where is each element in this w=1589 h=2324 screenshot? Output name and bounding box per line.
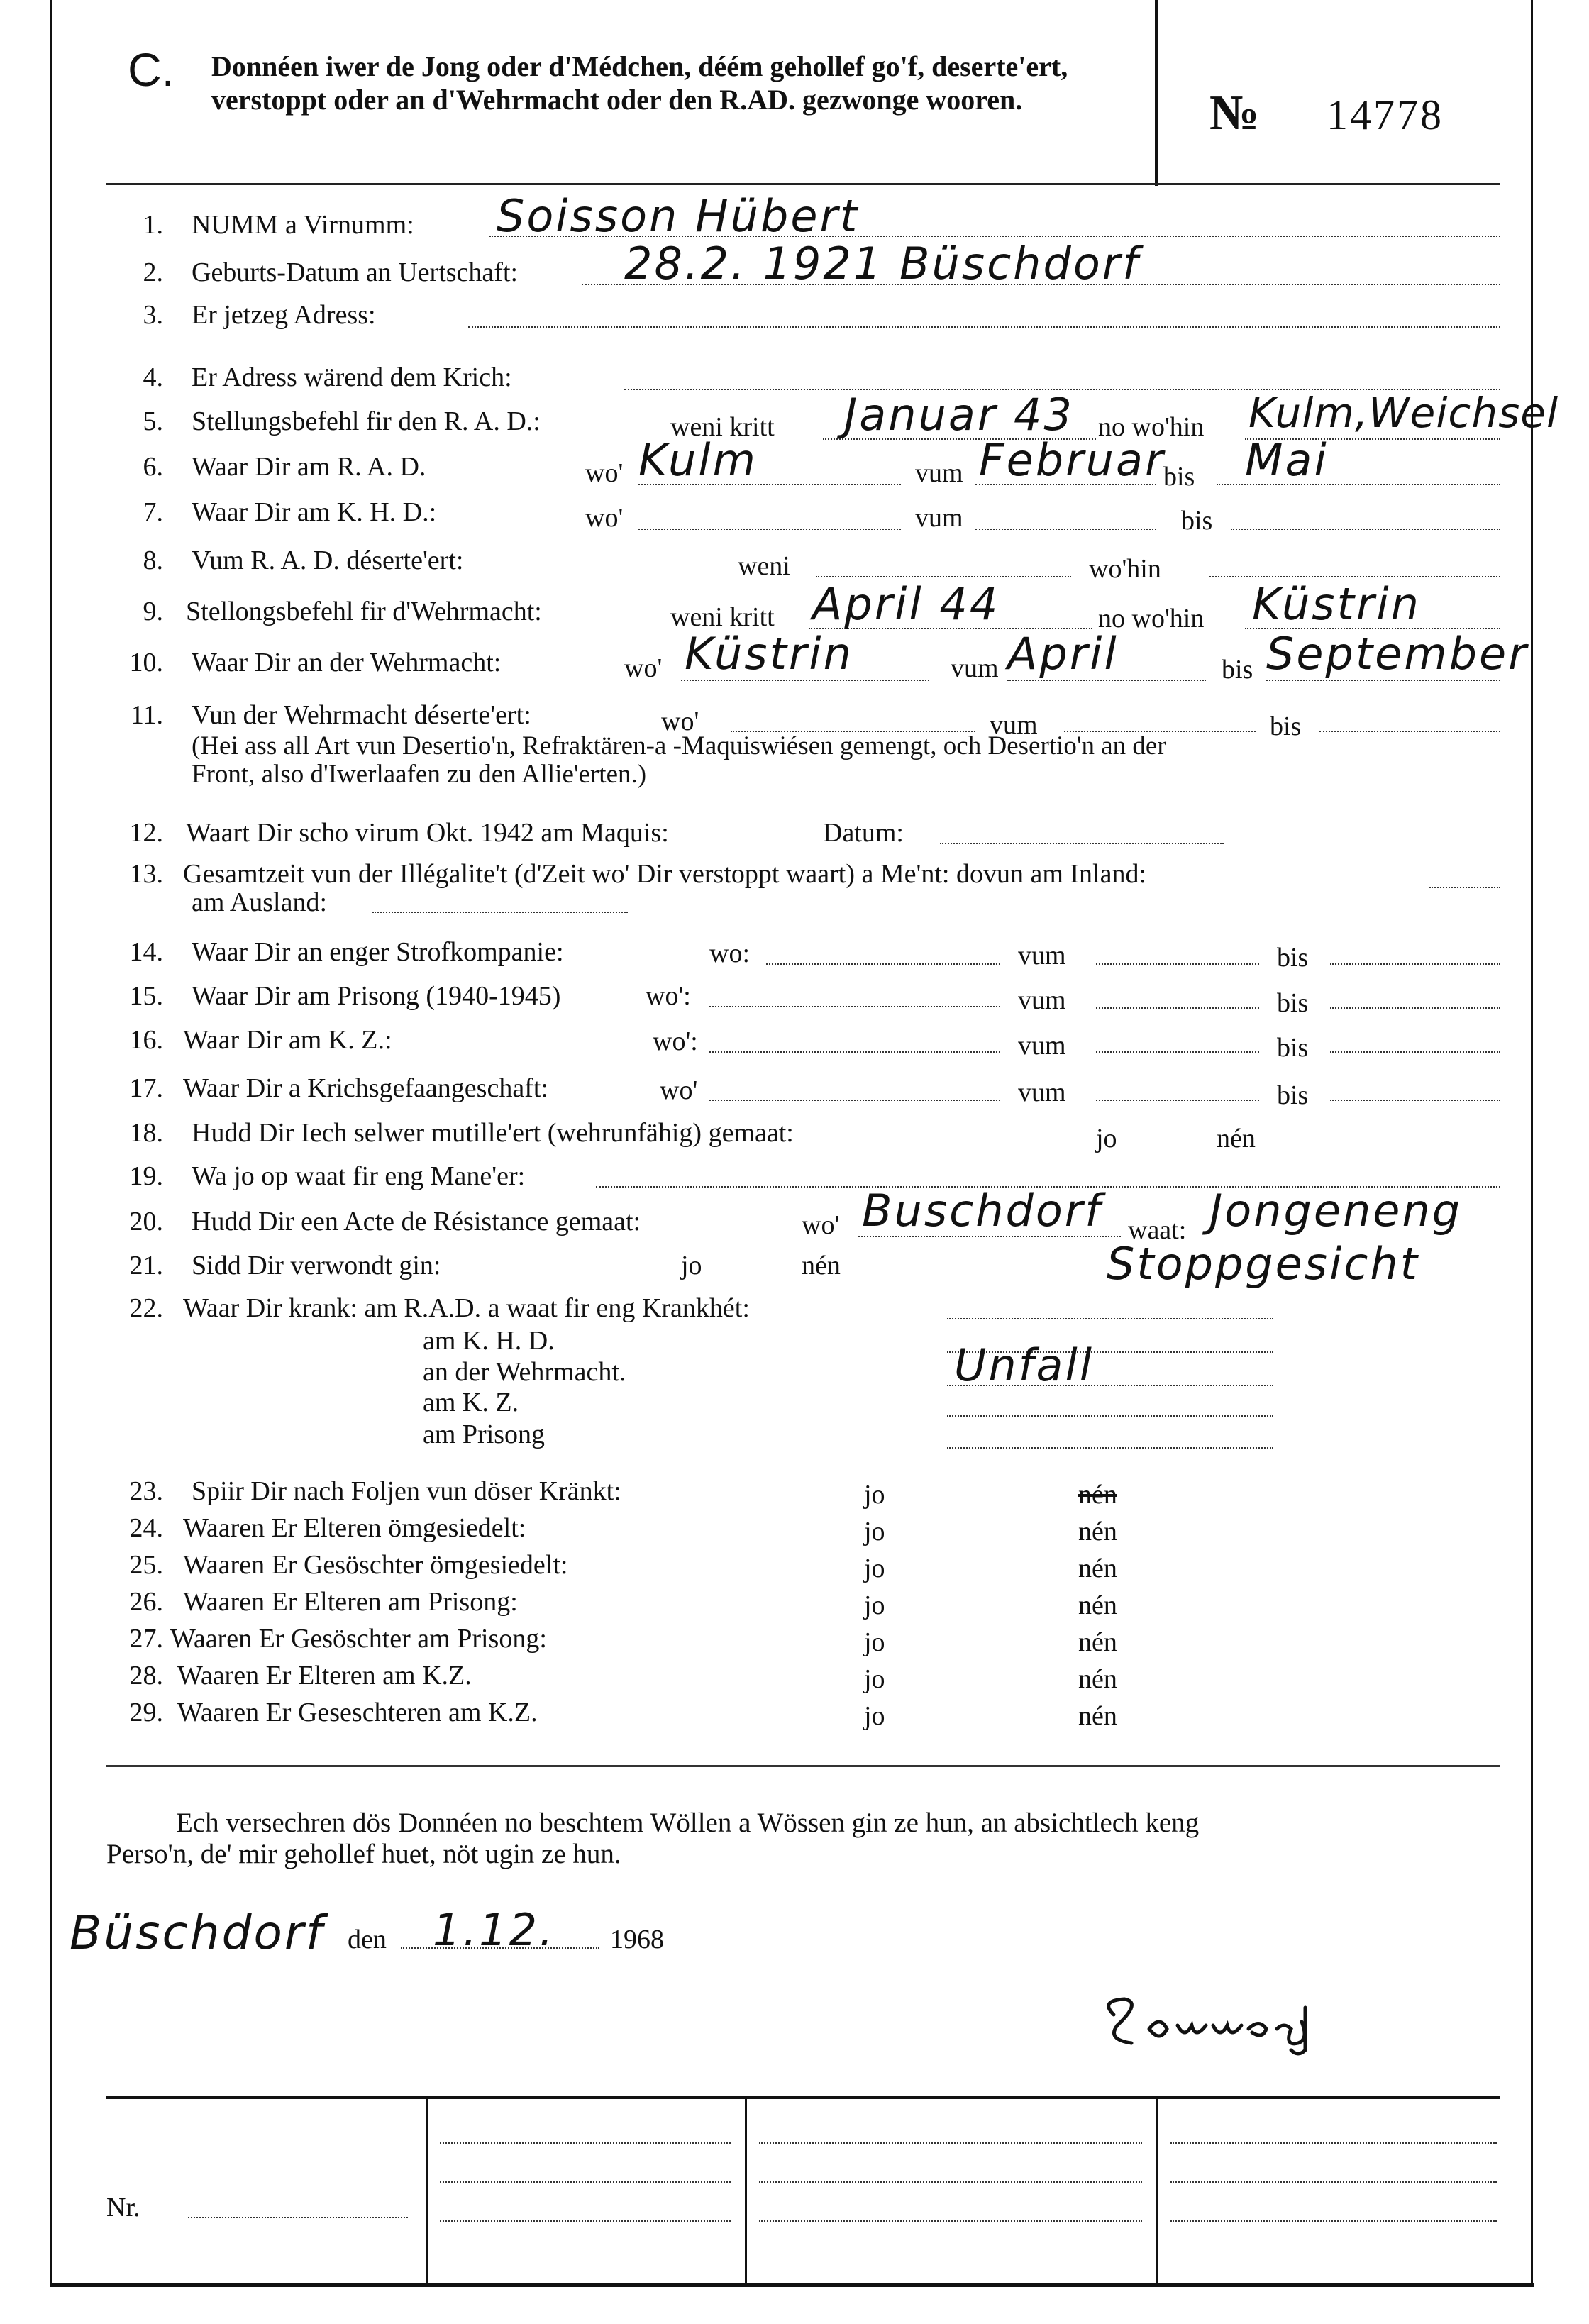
item-10-label: Waar Dir an der Wehrmacht:: [192, 648, 502, 677]
item-25-jo[interactable]: jo: [864, 1554, 885, 1583]
item-20-wo-value: Buschdorf: [862, 1185, 1103, 1236]
footer-divider-2: [745, 2098, 747, 2284]
item-22-sub-prisong: am Prisong: [423, 1420, 546, 1449]
item-12-label: Waart Dir scho virum Okt. 1942 am Maquis:: [186, 818, 669, 848]
item-7-wo-field[interactable]: [638, 529, 901, 530]
signature-den: den: [348, 1925, 387, 1954]
item-10-vum-field[interactable]: [1007, 680, 1206, 681]
item-27-label: Waaren Er Gesöschter am Prisong:: [170, 1624, 547, 1654]
item-25-nen[interactable]: nén: [1078, 1554, 1117, 1583]
item-14-vum-label: vum: [1018, 941, 1066, 970]
item-15-bis-field[interactable]: [1330, 1007, 1500, 1009]
item-11-note-line2: Front, also d'Iwerlaafen zu den Allie'erten.): [192, 760, 647, 789]
item-22-wehrmacht-value: Unfall: [954, 1339, 1094, 1391]
item-14-wo-label: wo:: [709, 939, 750, 968]
item-number: 7.: [143, 497, 163, 527]
item-25-label: Waaren Er Gesöschter ömgesiedelt:: [183, 1550, 568, 1580]
item-number: 20.: [129, 1207, 163, 1236]
footer-rule: [106, 2096, 1500, 2099]
declaration-line-2: Perso'n, de' mir gehollef huet, nöt ugin ze hun.: [106, 1839, 621, 1869]
item-29-nen[interactable]: nén: [1078, 1701, 1117, 1731]
item-13-ausland-field[interactable]: [372, 912, 628, 913]
footer-box-4-line-3[interactable]: [1170, 2220, 1497, 2222]
item-26-jo[interactable]: jo: [864, 1590, 885, 1620]
item-6-vum-label: vum: [915, 458, 963, 488]
item-15-vum-label: vum: [1018, 985, 1066, 1015]
item-10-bis-value: September: [1266, 628, 1529, 680]
item-22-sub-kz: am K. Z.: [423, 1388, 519, 1417]
item-6-label: Waar Dir am R. A. D.: [192, 452, 426, 482]
item-15-vum-field[interactable]: [1096, 1007, 1259, 1009]
item-19-label: Wa jo op waat fir eng Mane'er:: [192, 1161, 526, 1191]
item-number: 18.: [129, 1118, 163, 1148]
item-13-label: Gesamtzeit vun der Illégalite't (d'Zeit wo' Dir verstoppt waart) a Me'nt: dovun am Inland:: [183, 859, 1147, 889]
item-29-label: Waaren Er Geseschteren am K.Z.: [177, 1698, 538, 1727]
item-11-label: Vun der Wehrmacht déserte'ert:: [192, 700, 531, 730]
item-3-label: Er jetzeg Adress:: [192, 300, 376, 330]
item-8-wohin-label: wo'hin: [1089, 554, 1161, 584]
footer-nr-label: Nr.: [106, 2193, 140, 2223]
item-16-bis-field[interactable]: [1330, 1051, 1500, 1053]
item-16-label: Waar Dir am K. Z.:: [183, 1025, 392, 1055]
item-number: 23.: [129, 1476, 163, 1506]
item-7-label: Waar Dir am K. H. D.:: [192, 497, 437, 527]
signature-date: 1.12.: [433, 1904, 555, 1956]
item-9-wohin-label: no wo'hin: [1098, 604, 1205, 633]
footer-box-2-line-1[interactable]: [440, 2142, 731, 2144]
item-15-wo-label: wo':: [646, 981, 691, 1011]
item-21-label: Sidd Dir verwondt gin:: [192, 1251, 441, 1280]
item-17-wo-field[interactable]: [709, 1100, 1000, 1101]
item-17-bis-field[interactable]: [1330, 1100, 1500, 1101]
item-1-label: NUMM a Virnumm:: [192, 210, 414, 240]
item-7-vum-field[interactable]: [975, 529, 1156, 530]
item-5-weni-value: Januar 43: [844, 389, 1074, 441]
item-8-label: Vum R. A. D. déserte'ert:: [192, 546, 464, 575]
item-number: 13.: [129, 859, 163, 889]
item-6-wo-value: Kulm: [638, 434, 758, 486]
item-27-nen[interactable]: nén: [1078, 1627, 1117, 1657]
item-18-nen[interactable]: nén: [1217, 1124, 1256, 1153]
item-number: 17.: [129, 1073, 163, 1103]
item-18-label: Hudd Dir Iech selwer mutille'ert (wehrunfähig) gemaat:: [192, 1118, 794, 1148]
form-title: Donnéen iwer de Jong oder d'Médchen, déém gehollef go'f, deserte'ert, verstoppt oder an d'Wehrmacht oder den R.AD. gezwonge wooren.: [211, 50, 1068, 116]
item-22-prisong-field[interactable]: [947, 1447, 1273, 1449]
header-rule: [106, 183, 1500, 185]
item-14-vum-field[interactable]: [1096, 963, 1259, 965]
item-17-vum-label: vum: [1018, 1078, 1066, 1107]
signature-place: Büschdorf: [70, 1905, 325, 1960]
item-9-weni-value: April 44: [812, 578, 1000, 630]
item-7-wo-label: wo': [585, 503, 624, 533]
item-17-vum-field[interactable]: [1096, 1100, 1259, 1101]
item-10-vum-label: vum: [951, 653, 999, 683]
item-22-sub-khd: am K. H. D.: [423, 1326, 555, 1356]
item-2-value: 28.2. 1921 Büschdorf: [624, 238, 1141, 289]
item-16-wo-label: wo':: [653, 1027, 698, 1056]
footer-box-3-line-2[interactable]: [759, 2181, 1142, 2183]
signature-handwritten: [1092, 1986, 1390, 2064]
item-24-label: Waaren Er Elteren ömgesiedelt:: [183, 1513, 526, 1543]
form-number: 14778: [1327, 92, 1444, 138]
item-15-wo-field[interactable]: [709, 1006, 1000, 1007]
number-sign: №: [1209, 86, 1260, 140]
item-number: 15.: [129, 981, 163, 1011]
item-28-jo[interactable]: jo: [864, 1664, 885, 1694]
item-23-label: Spiir Dir nach Foljen vun döser Kränkt:: [192, 1476, 621, 1506]
item-27-jo[interactable]: jo: [864, 1627, 885, 1657]
item-10-bis-field[interactable]: [1266, 680, 1500, 681]
frame-left-border: [50, 0, 52, 2286]
header-divider: [1155, 0, 1158, 186]
item-number: 10.: [129, 648, 163, 677]
item-10-wo-value: Küstrin: [685, 628, 853, 680]
item-number: 16.: [129, 1025, 163, 1055]
item-2-label: Geburts-Datum an Uertschaft:: [192, 258, 519, 287]
item-6-vum-value: Februar: [979, 434, 1166, 486]
item-22-label: Waar Dir krank: am R.A.D. a waat fir eng Krankhét:: [183, 1293, 750, 1323]
item-29-jo[interactable]: jo: [864, 1701, 885, 1731]
item-number: 27.: [129, 1624, 163, 1654]
section-letter: C.: [128, 43, 175, 96]
item-20-waat-value-2: Stoppgesicht: [1107, 1238, 1420, 1290]
item-22-rad-field[interactable]: [947, 1318, 1273, 1319]
item-11-note-line1: (Hei ass all Art vun Desertio'n, Refraktären-a -Maquiswiésen gemengt, och Desertio'n an der: [192, 731, 1166, 760]
item-number: 21.: [129, 1251, 163, 1280]
signature-year: 1968: [610, 1925, 664, 1954]
item-number: 14.: [129, 937, 163, 967]
item-number: 9.: [143, 597, 163, 626]
item-11-bis-field[interactable]: [1319, 731, 1500, 732]
item-17-label: Waar Dir a Krichsgefaangeschaft:: [183, 1073, 548, 1103]
item-number: 25.: [129, 1550, 163, 1580]
item-23-jo[interactable]: jo: [864, 1480, 885, 1510]
item-28-label: Waaren Er Elteren am K.Z.: [177, 1661, 472, 1691]
item-11-wo-label: wo': [661, 707, 699, 736]
footer-box-4-line-2[interactable]: [1170, 2181, 1497, 2183]
declaration-line-1: Ech versechren dös Donnéen no beschtem Wöllen a Wössen gin ze hun, an absichtlech keng: [176, 1808, 1200, 1838]
frame-bottom-border: [50, 2283, 1534, 2287]
item-14-bis-label: bis: [1277, 943, 1309, 973]
item-5-label: Stellungsbefehl fir den R. A. D.:: [192, 406, 541, 436]
item-11-bis-label: bis: [1270, 712, 1302, 741]
item-24-jo[interactable]: jo: [864, 1517, 885, 1546]
item-15-bis-label: bis: [1277, 988, 1309, 1018]
item-22-kz-field[interactable]: [947, 1415, 1273, 1417]
item-13-inland-field[interactable]: [1429, 887, 1500, 888]
item-8-weni-field[interactable]: [816, 576, 1071, 577]
item-number: 1.: [143, 210, 163, 240]
footer-divider-3: [1156, 2098, 1158, 2284]
item-number: 11.: [130, 700, 163, 730]
item-11-vum-label: vum: [990, 710, 1038, 740]
item-22-sub-wehrmacht: an der Wehrmacht.: [423, 1357, 626, 1387]
item-4-label: Er Adress wärend dem Krich:: [192, 363, 512, 392]
footer-box-2-line-2[interactable]: [440, 2181, 731, 2183]
footer-box-3-line-3[interactable]: [759, 2220, 1142, 2222]
item-number: 28.: [129, 1661, 163, 1691]
item-number: 2.: [143, 258, 163, 287]
item-5-wohin-value: Kulm,Weichsel: [1248, 389, 1559, 437]
item-15-label: Waar Dir am Prisong (1940-1945): [192, 981, 561, 1011]
item-6-wo-label: wo': [585, 458, 624, 488]
item-24-nen[interactable]: nén: [1078, 1517, 1117, 1546]
item-26-nen[interactable]: nén: [1078, 1590, 1117, 1620]
item-13-label2: am Ausland:: [192, 887, 328, 917]
item-21-nen[interactable]: nén: [802, 1251, 841, 1280]
footer-box-4-line-1[interactable]: [1170, 2142, 1497, 2144]
item-8-weni-label: weni: [738, 551, 790, 581]
item-number: 26.: [129, 1587, 163, 1617]
item-10-vum-value: April: [1007, 628, 1119, 680]
item-17-wo-label: wo': [660, 1075, 698, 1105]
item-8-wohin-field[interactable]: [1209, 576, 1500, 577]
item-number: 24.: [129, 1513, 163, 1543]
item-14-bis-field[interactable]: [1330, 963, 1500, 965]
item-20-waat-value: Jongeneng: [1209, 1185, 1463, 1236]
item-12-datum-label: Datum:: [823, 818, 904, 848]
item-21-jo[interactable]: jo: [681, 1251, 702, 1280]
item-number: 8.: [143, 546, 163, 575]
item-number: 19.: [129, 1161, 163, 1191]
item-17-bis-label: bis: [1277, 1080, 1309, 1110]
footer-box-3-line-1[interactable]: [759, 2142, 1142, 2144]
item-number: 4.: [143, 363, 163, 392]
footer-divider-1: [426, 2098, 428, 2284]
item-28-nen[interactable]: nén: [1078, 1664, 1117, 1694]
item-20-label: Hudd Dir een Acte de Résistance gemaat:: [192, 1207, 641, 1236]
item-7-bis-field[interactable]: [1231, 529, 1500, 530]
item-number: 12.: [129, 818, 163, 848]
item-number: 22.: [129, 1293, 163, 1323]
item-6-bis-value: Mai: [1245, 434, 1329, 486]
item-number: 5.: [143, 406, 163, 436]
item-16-vum-field[interactable]: [1096, 1051, 1259, 1053]
item-14-label: Waar Dir an enger Strofkompanie:: [192, 937, 564, 967]
item-10-wo-field[interactable]: [681, 680, 929, 681]
item-18-jo[interactable]: jo: [1096, 1124, 1117, 1153]
item-number: 6.: [143, 452, 163, 482]
footer-nr-field[interactable]: [188, 2217, 408, 2218]
item-1-value: Soisson Hübert: [497, 190, 860, 242]
item-14-wo-field[interactable]: [766, 963, 1000, 965]
item-7-bis-label: bis: [1181, 506, 1213, 536]
item-16-bis-label: bis: [1277, 1033, 1309, 1063]
item-16-vum-label: vum: [1018, 1031, 1066, 1061]
item-number: 29.: [129, 1698, 163, 1727]
item-number: 3.: [143, 300, 163, 330]
item-9-weni-label: weni kritt: [670, 602, 775, 632]
item-9-label: Stellongsbefehl fir d'Wehrmacht:: [186, 597, 542, 626]
item-5-weni-label: weni kritt: [670, 412, 775, 442]
item-7-vum-label: vum: [915, 503, 963, 533]
item-6-bis-label: bis: [1163, 462, 1195, 492]
item-26-label: Waaren Er Elteren am Prisong:: [183, 1587, 518, 1617]
item-23-nen[interactable]: nén: [1078, 1480, 1117, 1510]
item-10-bis-label: bis: [1222, 655, 1253, 685]
item-12-datum-field[interactable]: [940, 843, 1224, 844]
footer-box-2-line-3[interactable]: [440, 2220, 731, 2222]
item-20-wo-label: wo': [802, 1210, 840, 1240]
item-20-waat-label: waat:: [1128, 1215, 1187, 1245]
item-10-wo-label: wo': [624, 653, 663, 683]
frame-right-border: [1531, 0, 1533, 2287]
item-16-wo-field[interactable]: [709, 1051, 1000, 1053]
item-9-wohin-value: Küstrin: [1252, 578, 1421, 630]
item-3-field[interactable]: [468, 326, 1500, 328]
item-5-wohin-label: no wo'hin: [1098, 412, 1205, 442]
declaration-rule: [106, 1765, 1500, 1767]
